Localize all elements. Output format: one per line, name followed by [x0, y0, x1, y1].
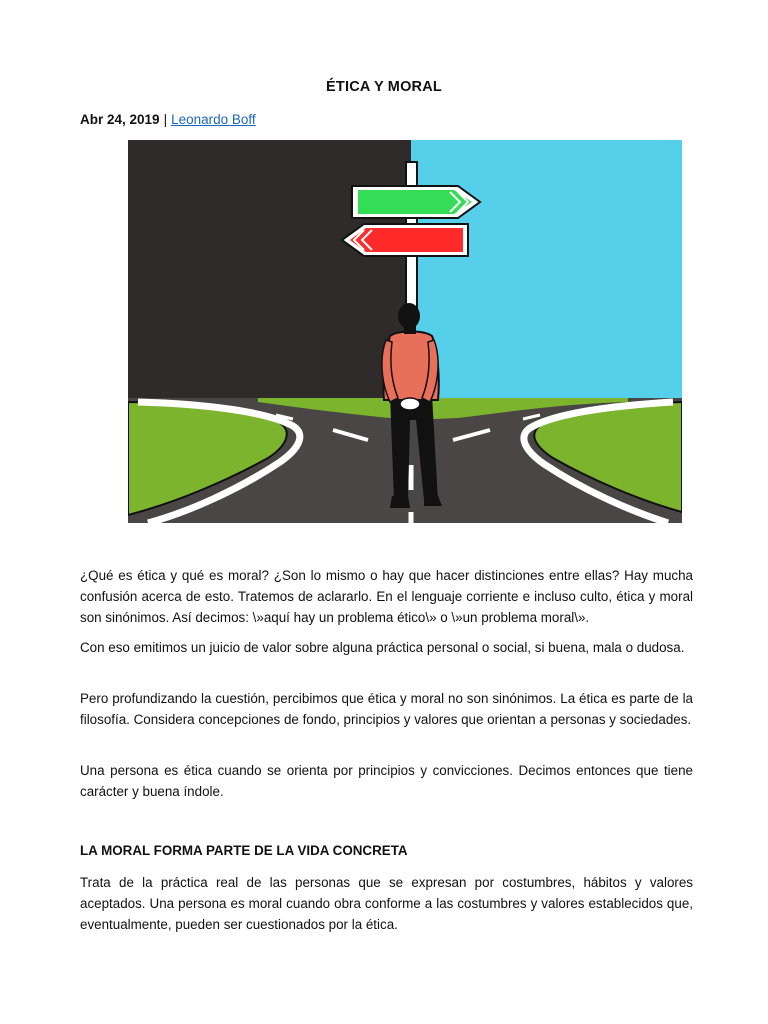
green-sign-arrow — [358, 190, 472, 214]
meta-separator: | — [163, 112, 168, 127]
section-heading: LA MORAL FORMA PARTE DE LA VIDA CONCRETA — [80, 843, 408, 858]
paragraph-text: Una persona es ética cuando se orienta por principios y convicciones. Decimos entonces que tiene carácter y buena índole. — [80, 763, 693, 799]
paragraph — [80, 760, 693, 802]
paragraph-text: Trata de la práctica real de las personas que se expresan por costumbres, hábitos y valores aceptados. Una persona es moral cuando obra conforme a las costumbres y valores establecidos que, eventualmente, pueden ser cuestionados por la ética. — [80, 875, 693, 932]
author-link[interactable]: Leonardo Boff — [171, 112, 256, 127]
paragraph-text: Con eso emitimos un juicio de valor sobre alguna práctica personal o social, si buena, mala o dudosa. — [80, 640, 685, 655]
paragraph — [80, 688, 693, 730]
red-sign-arrow — [350, 228, 463, 252]
paragraph — [80, 872, 693, 935]
post-date: Abr 24, 2019 — [80, 112, 160, 127]
paragraph — [80, 565, 693, 628]
paragraph-text: ¿Qué es ética y qué es moral? ¿Son lo mismo o hay que hacer distinciones entre ellas? Hay mucha confusión acerca de esto. Tratemos de aclararlo. En el lenguaje corriente e incluso culto, ética y moral son sinónimos. Así decimos: \»aquí hay un problema ético\» o \»un problema moral\». — [80, 568, 693, 625]
page-title: ÉTICA Y MORAL — [326, 79, 442, 95]
paragraph-text: Pero profundizando la cuestión, percibimos que ética y moral no son sinónimos. La ética es parte de la filosofía. Considera concepciones de fondo, principios y valores que orientan a personas y sociedades. — [80, 691, 693, 727]
paragraph — [80, 637, 693, 658]
post-meta — [80, 112, 256, 127]
crossroads-illustration — [128, 140, 682, 523]
